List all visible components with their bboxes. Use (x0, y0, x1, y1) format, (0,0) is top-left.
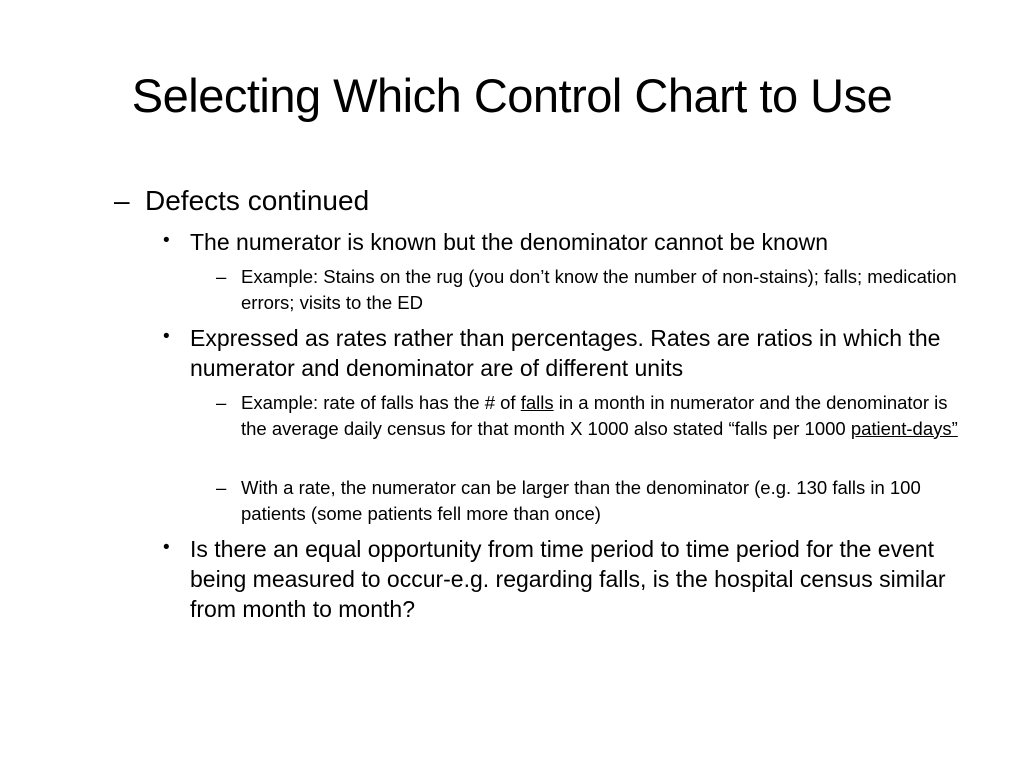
sub-item-text (216, 390, 961, 441)
defects-heading-text: Defects continued (145, 185, 370, 216)
dash-marker: – (114, 185, 130, 216)
bullet-item (163, 534, 963, 624)
bullet-marker: • (163, 230, 170, 251)
bullet-text: Is there an equal opportunity from time period to time period for the event being measured to occur-e.g. regarding falls, is the hospital census similar from month to month? (190, 536, 946, 622)
sub-text-part: Example: rate of falls has the # of (241, 392, 521, 413)
defects-heading-item (114, 183, 974, 219)
sub-item (216, 264, 961, 315)
sub-item (216, 390, 961, 441)
slide-title: Selecting Which Control Chart to Use (131, 69, 893, 122)
bullet-text: Expressed as rates rather than percentages. Rates are ratios in which the numerator and denominator are of different units (190, 325, 941, 381)
bullet-marker: • (163, 326, 170, 347)
sub-item (216, 475, 961, 526)
underlined-falls: falls (520, 392, 554, 413)
dash-marker: – (216, 477, 227, 498)
sub-text-part: in a month in numerator and the denominator is the average daily census for that month X 1000 also stated “falls per 1000 (241, 392, 948, 439)
sub-item-text: Example: Stains on the rug (you don’t know the number of non-stains); falls; medication errors; visits to the ED (241, 266, 957, 313)
dash-marker: – (216, 392, 227, 413)
underlined-patient-days: patient-days” (850, 417, 958, 439)
bullet-item (163, 323, 963, 383)
sub-item-text: With a rate, the numerator can be larger than the denominator (e.g. 130 falls in 100 patients (some patients fell more than once) (241, 477, 921, 524)
bullet-item (163, 227, 963, 257)
bullet-text: The numerator is known but the denominator cannot be known (190, 229, 828, 255)
dash-marker: – (216, 266, 227, 287)
bullet-marker: • (163, 537, 170, 558)
